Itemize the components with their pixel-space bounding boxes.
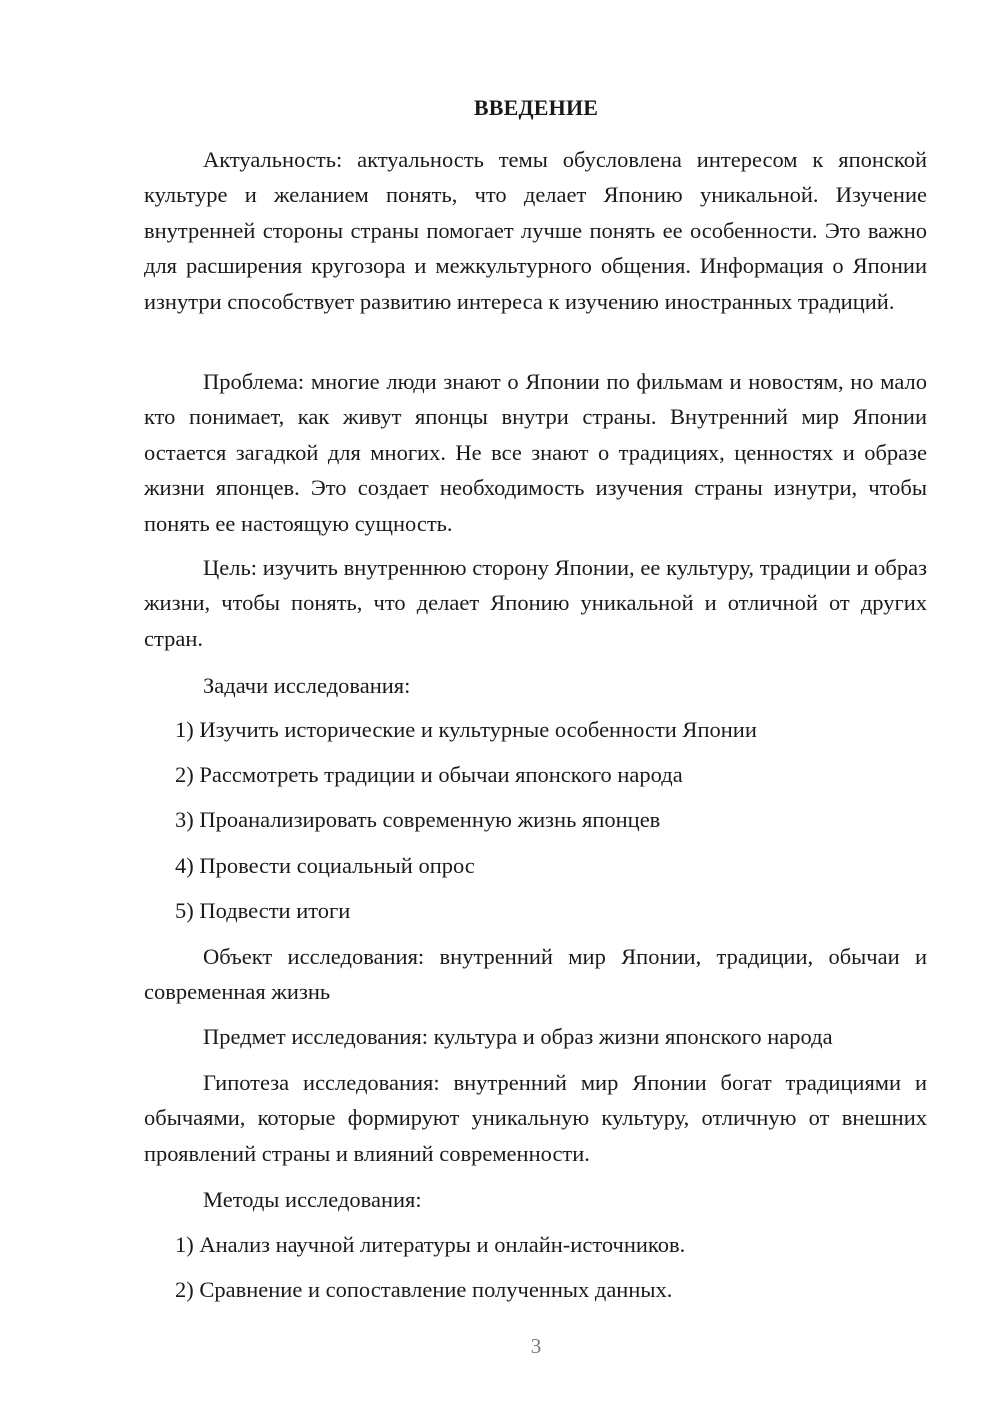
paragraph-hypothesis: Гипотеза исследования: внутренний мир Японии богат традициями и обычаями, которые формируют уникальную культуру, отличную от внешних проявлений страны и влияний современности.: [144, 1070, 927, 1166]
task-item: 1) Изучить исторические и культурные особенности Японии: [175, 717, 757, 742]
paragraph-problem: Проблема: многие люди знают о Японии по фильмам и новостям, но мало кто понимает, как живут японцы внутри страны. Внутренний мир Японии остается загадкой для многих. Не все знают о традициях, ценностях и образе жизни японцев. Это создает необходимость изучения страны изнутри, чтобы понять ее настоящую сущность.: [144, 369, 927, 536]
methods-heading: Методы исследования:: [203, 1187, 422, 1212]
task-item: 5) Подвести итоги: [175, 898, 351, 923]
paragraph-goal: Цель: изучить внутреннюю сторону Японии, ее культуру, традиции и образ жизни, чтобы понять, что делает Японию уникальной и отличной от других стран.: [144, 555, 927, 651]
task-item: 2) Рассмотреть традиции и обычаи японского народа: [175, 762, 683, 787]
method-item: 2) Сравнение и сопоставление полученных данных.: [175, 1277, 673, 1302]
task-item: 3) Проанализировать современную жизнь японцев: [175, 807, 661, 832]
tasks-heading: Задачи исследования:: [203, 673, 411, 698]
paragraph-relevance: Актуальность: актуальность темы обусловлена интересом к японской культуре и желанием понять, что делает Японию уникальной. Изучение внутренней стороны страны помогает лучше понять ее особенности. Это важно для расширения кругозора и межкультурного общения. Информация о Японии изнутри способствует развитию интереса к изучению иностранных традиций.: [144, 147, 927, 314]
paragraph-object: Объект исследования: внутренний мир Японии, традиции, обычаи и современная жизнь: [144, 944, 927, 1005]
page-number: 3: [530, 1334, 542, 1358]
method-item: 1) Анализ научной литературы и онлайн-источников.: [175, 1232, 686, 1257]
page-title: ВВЕДЕНИЕ: [473, 95, 599, 120]
paragraph-subject: Предмет исследования: культура и образ жизни японского народа: [203, 1024, 833, 1049]
task-item: 4) Провести социальный опрос: [175, 853, 475, 878]
